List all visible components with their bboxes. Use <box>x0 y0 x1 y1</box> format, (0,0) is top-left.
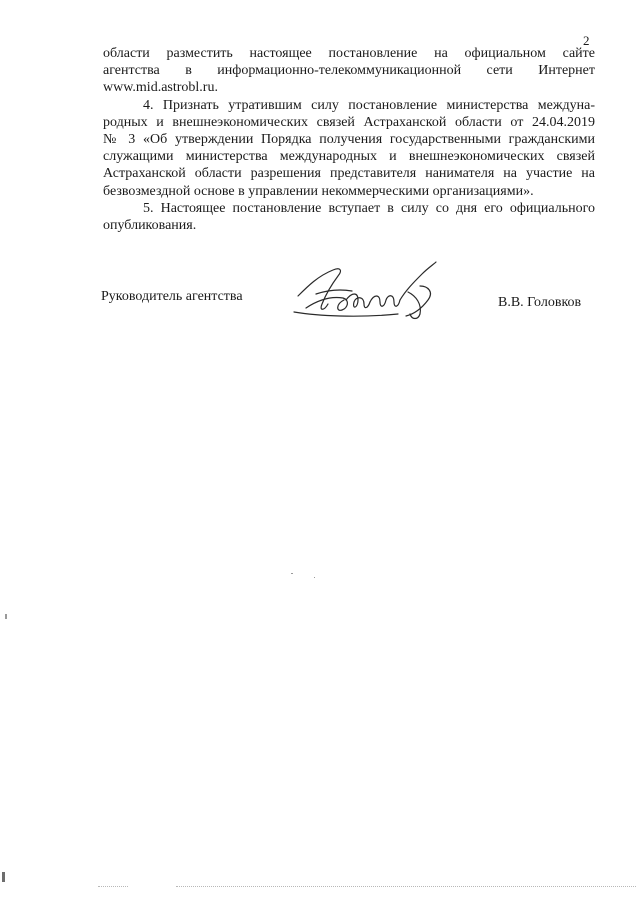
scan-speck <box>314 577 315 578</box>
signatory-name: В.В. Головков <box>498 295 582 310</box>
scan-mark <box>2 872 5 882</box>
scan-speck <box>5 614 7 619</box>
scan-dotted-edge <box>176 886 636 888</box>
body-line: опубликования. <box>103 218 197 234</box>
page-number: 2 <box>583 33 590 48</box>
body-line: родных и внешнеэкономических связей Астраханской области от 24.04.2019 <box>103 114 595 130</box>
body-line: области разместить настоящее постановление на официальном сайте <box>103 46 595 61</box>
body-line: www.mid.astrobl.ru. <box>103 80 218 96</box>
document-body <box>103 45 595 234</box>
body-line: агентства в информационно-телекоммуникационной сети Интернет <box>103 63 595 79</box>
body-line: безвозмездной основе в управлении некоммерческими организациями». <box>103 183 534 199</box>
body-line: служащими министерства международных и внешнеэкономических связей <box>103 149 595 165</box>
body-line: 4. Признать утратившим силу постановление министерства междуна- <box>143 97 595 113</box>
handwritten-signature <box>288 256 458 326</box>
body-line: 5. Настоящее постановление вступает в силу со дня его официального <box>143 200 595 216</box>
scan-speck <box>291 573 293 574</box>
scan-dotted-edge <box>98 886 128 888</box>
signatory-position: Руководитель агентства <box>101 289 243 304</box>
body-line: № 3 «Об утверждении Порядка получения государственными гражданскими <box>103 132 595 148</box>
body-line: Астраханской области разрешения представителя нанимателя на участие на <box>103 166 595 182</box>
